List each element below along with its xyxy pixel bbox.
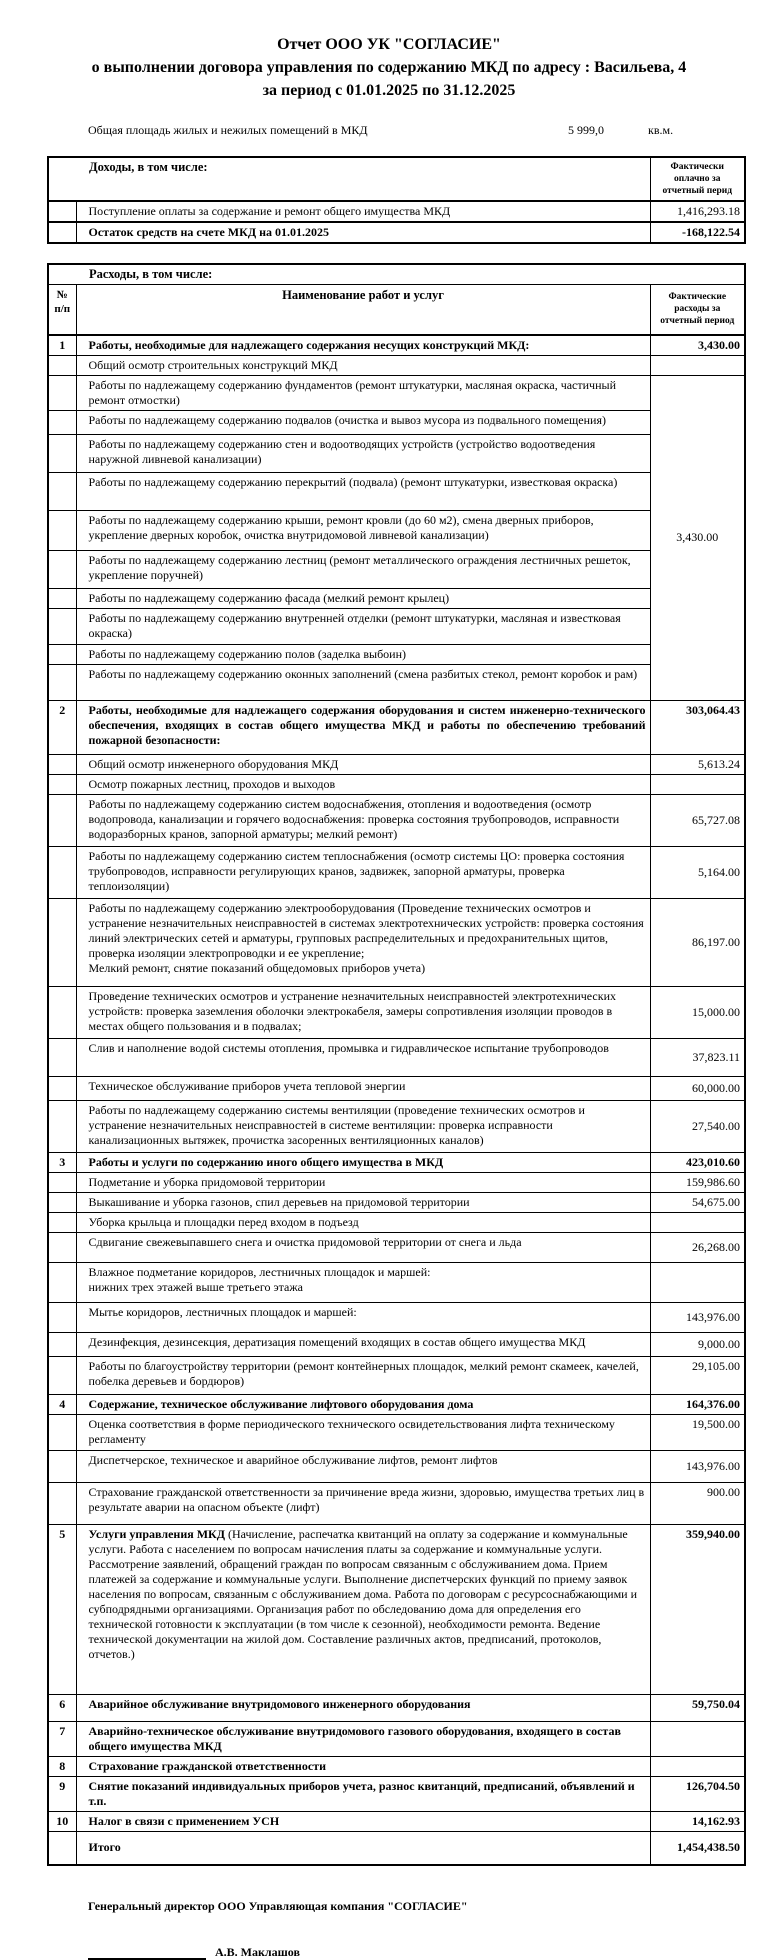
income-row-amount: -168,122.54 (650, 222, 745, 243)
row-number: 8 (48, 1756, 76, 1776)
table-row (48, 1482, 745, 1524)
table-row (48, 1394, 745, 1414)
director-line: Генеральный директор ООО Управляющая компания "СОГЛАСИЕ" (88, 1899, 468, 1913)
row-number (48, 375, 76, 410)
table-row (48, 1776, 745, 1811)
work-name: Страхование гражданской ответственности (76, 1756, 650, 1776)
title-line-2: о выполнении договора управления по содержанию МКД по адресу : Васильева, 4 (91, 59, 687, 76)
work-name: Слив и наполнение водой системы отопления, промывка и гидравлическое испытание трубопроводов (76, 1038, 650, 1076)
amount: 60,000.00 (650, 1076, 745, 1100)
expenses-column-header-row (48, 285, 745, 335)
total-area-value: 5 999,0 (568, 123, 604, 137)
income-row-amount: 1,416,293.18 (650, 201, 745, 222)
table-row (48, 472, 745, 510)
work-name: Общий осмотр инженерного оборудования МКД (76, 754, 650, 774)
income-table-title: Доходы, в том числе: (48, 157, 650, 201)
expenses-title-row (48, 264, 745, 285)
work-name: Осмотр пожарных лестниц, проходов и выходов (76, 774, 650, 794)
row-number (48, 1414, 76, 1450)
table-row (48, 1100, 745, 1152)
row-number (48, 898, 76, 986)
amount: 5,164.00 (650, 846, 745, 898)
table-row (48, 1756, 745, 1776)
amount: 900.00 (650, 1482, 745, 1524)
row-number: 6 (48, 1694, 76, 1721)
work-name: Работы по надлежащему содержанию полов (заделка выбоин) (76, 644, 650, 664)
row-number (48, 1232, 76, 1262)
row-number (48, 1038, 76, 1076)
work-name: Диспетчерское, техническое и аварийное обслуживание лифтов, ремонт лифтов (76, 1450, 650, 1482)
table-row (48, 794, 745, 846)
amount (650, 355, 745, 375)
row-number (48, 201, 76, 222)
work-name: Работы по надлежащему содержанию лестниц (ремонт металлического ограждения лестничных решеток, укрепление поручней) (76, 550, 650, 588)
work-name: Подметание и уборка придомовой территории (76, 1172, 650, 1192)
table-row (48, 1302, 745, 1332)
title-line-3: за период с 01.01.2025 по 31.12.2025 (262, 82, 516, 99)
total-amount: 1,454,438.50 (650, 1831, 745, 1865)
row-number: 2 (48, 700, 76, 754)
amount: 303,064.43 (650, 700, 745, 754)
row-number (48, 1076, 76, 1100)
work-name: Выкашивание и уборка газонов, спил деревьев на придомовой территории (76, 1192, 650, 1212)
amount: 164,376.00 (650, 1394, 745, 1414)
table-row (48, 644, 745, 664)
amount: 3,430.00 (650, 375, 745, 700)
table-row (48, 222, 745, 243)
row-number (48, 986, 76, 1038)
signature-name: А.В. Маклашов (215, 1945, 300, 1959)
income-table (47, 156, 746, 244)
table-row (48, 201, 745, 222)
work-name: Проведение технических осмотров и устранение незначительных неисправностей электротехнических устройств: проверка заземления оболочки электрокабеля, замеры сопротивления изоляции проводов в местах общего пользования и в подвалах; (76, 986, 650, 1038)
row-number (48, 1192, 76, 1212)
table-row (48, 1152, 745, 1172)
table-row (48, 1172, 745, 1192)
row-number: 7 (48, 1721, 76, 1756)
table-row (48, 664, 745, 700)
work-name: Содержание, техническое обслуживание лифтового оборудования дома (76, 1394, 650, 1414)
table-row (48, 700, 745, 754)
amount: 143,976.00 (650, 1302, 745, 1332)
work-name: Работы и услуги по содержанию иного общего имущества в МКД (76, 1152, 650, 1172)
work-name: Уборка крыльца и площадки перед входом в подъезд (76, 1212, 650, 1232)
amount: 423,010.60 (650, 1152, 745, 1172)
row-number (48, 1302, 76, 1332)
work-name: Аварийное обслуживание внутридомового инженерного оборудования (76, 1694, 650, 1721)
table-row (48, 754, 745, 774)
amount: 143,976.00 (650, 1450, 745, 1482)
row-number (48, 550, 76, 588)
row-number: 4 (48, 1394, 76, 1414)
column-header-number: № п/п (48, 285, 76, 335)
table-row (48, 898, 745, 986)
work-name: Работы по благоустройству территории (ремонт контейнерных площадок, мелкий ремонт скамеек, качелей, побелка деревьев и бордюров) (76, 1356, 650, 1394)
amount: 26,268.00 (650, 1232, 745, 1262)
amount: 3,430.00 (650, 335, 745, 356)
amount: 159,986.60 (650, 1172, 745, 1192)
amount: 359,940.00 (650, 1524, 745, 1694)
row-number: 5 (48, 1524, 76, 1694)
work-name: Страхование гражданской ответственности за причинение вреда жизни, здоровью, имущества третьих лиц в результате аварии на опасном объекте (лифт) (76, 1482, 650, 1524)
table-row (48, 986, 745, 1038)
work-name: Работы по надлежащему содержанию систем теплоснабжения (осмотр системы ЦО: проверка состояния трубопроводов, исправности регулирующих кранов, задвижек, запорной арматуры, проверка теплоизоляции) (76, 846, 650, 898)
report-title (0, 0, 778, 102)
expense-table-body (48, 335, 745, 1832)
amount: 9,000.00 (650, 1332, 745, 1356)
row-number (48, 1332, 76, 1356)
table-row (48, 1232, 745, 1262)
amount (650, 1756, 745, 1776)
row-number (48, 794, 76, 846)
row-number (48, 472, 76, 510)
work-name: Аварийно-техническое обслуживание внутридомового газового оборудования, входящего в состав общего имущества МКД (76, 1721, 650, 1756)
work-name: Работы по надлежащему содержанию систем водоснабжения, отопления и водоотведения (осмотр водопровода, канализации и горячего водоснабжения: проверка состояния трубопроводов, исправности водоразборных кранов, запорной арматуры; мелкий ремонт) (76, 794, 650, 846)
row-number (48, 1831, 76, 1865)
row-number: 3 (48, 1152, 76, 1172)
amount (650, 1721, 745, 1756)
table-row (48, 1332, 745, 1356)
work-name: Общий осмотр строительных конструкций МКД (76, 355, 650, 375)
table-row (48, 1192, 745, 1212)
table-row (48, 1038, 745, 1076)
row-number (48, 644, 76, 664)
work-name: Оценка соответствия в форме периодического технического освидетельствования лифта техническому регламенту (76, 1414, 650, 1450)
total-label: Итого (76, 1831, 650, 1865)
row-number (48, 1482, 76, 1524)
amount (650, 774, 745, 794)
work-name: Налог в связи с применением УСН (76, 1811, 650, 1831)
row-number (48, 1172, 76, 1192)
work-name: Дезинфекция, дезинсекция, дератизация помещений входящих в состав общего имущества МКД (76, 1332, 650, 1356)
work-name: Сдвигание свежевыпавшего снега и очистка придомовой территории от снега и льда (76, 1232, 650, 1262)
amount: 19,500.00 (650, 1414, 745, 1450)
table-row (48, 588, 745, 608)
table-row (48, 1694, 745, 1721)
total-area-label: Общая площадь жилых и нежилых помещений в МКД (88, 123, 368, 137)
signature-line (88, 1944, 206, 1960)
amount: 86,197.00 (650, 898, 745, 986)
table-row (48, 1356, 745, 1394)
amount: 5,613.24 (650, 754, 745, 774)
row-number: 10 (48, 1811, 76, 1831)
amount: 54,675.00 (650, 1192, 745, 1212)
expenses-table (47, 263, 746, 1866)
work-name: Мытье коридоров, лестничных площадок и маршей: (76, 1302, 650, 1332)
table-row (48, 1811, 745, 1831)
work-name: Работы по надлежащему содержанию оконных заполнений (смена разбитых стекол, ремонт коробок и рам) (76, 664, 650, 700)
row-number (48, 1356, 76, 1394)
total-row (48, 1831, 745, 1865)
total-area-line (0, 123, 778, 139)
title-line-1: Отчет ООО УК "СОГЛАСИЕ" (277, 36, 501, 53)
row-number (48, 355, 76, 375)
income-header-row (48, 157, 745, 201)
table-row (48, 774, 745, 794)
table-row (48, 375, 745, 410)
row-number (48, 434, 76, 472)
amount (650, 1262, 745, 1302)
table-row (48, 1212, 745, 1232)
work-name: Работы, необходимые для надлежащего содержания оборудования и систем инженерно-технического обеспечения, входящих в состав общего имущества МКД и работы по обеспечению требований пожарной безопасности: (76, 700, 650, 754)
table-row (48, 846, 745, 898)
amount (650, 1212, 745, 1232)
amount: 126,704.50 (650, 1776, 745, 1811)
amount: 37,823.11 (650, 1038, 745, 1076)
table-row (48, 1721, 745, 1756)
row-number (48, 774, 76, 794)
table-row (48, 335, 745, 356)
row-number (48, 846, 76, 898)
row-number (48, 1262, 76, 1302)
row-number (48, 1450, 76, 1482)
column-header-name: Наименование работ и услуг (76, 285, 650, 335)
work-name: Работы по надлежащему содержанию фасада (мелкий ремонт крылец) (76, 588, 650, 608)
income-row-label: Остаток средств на счете МКД на 01.01.2025 (76, 222, 650, 243)
work-name: Снятие показаний индивидуальных приборов учета, разнос квитанций, предписаний, объявлений и т.п. (76, 1776, 650, 1811)
table-row (48, 1524, 745, 1694)
table-row (48, 355, 745, 375)
row-number: 9 (48, 1776, 76, 1811)
column-header-value: Фактические расходы за отчетный период (650, 285, 745, 335)
work-name: Работы по надлежащему содержанию системы вентиляции (проведение технических осмотров и устранение незначительных неисправностей в системе вентиляции: проверка исправности канализационных вытяжек, прочистка засоренных вентиляционных каналов) (76, 1100, 650, 1152)
table-row (48, 608, 745, 644)
table-row (48, 434, 745, 472)
work-name: Работы, необходимые для надлежащего содержания несущих конструкций МКД: (76, 335, 650, 356)
row-number (48, 754, 76, 774)
table-row (48, 410, 745, 434)
row-number (48, 608, 76, 644)
table-row (48, 1450, 745, 1482)
work-name: Услуги управления МКД (Начисление, распечатка квитанций на оплату за содержание и коммунальные услуги. Работа с населением по вопросам начисления платы за содержание и коммунальные услуги. Рассмотрение заявлений, обращений граждан по вопросам связанным с обслуживанием дома. Прием платежей за содержание и коммунальные услуги. Выполнение диспетчерских функций по приему заявок населения по вопросам, связанным с обслуживанием дома. Работа по договорам с ресурсоснабжающими и субподрядными организациями. Организация работ по обследованию дома для определения его технической готовности к эксплуатации (в том числе к сезонной), необходимости ремонта. Ведение технической документации на жилой дом. Составление различных актов, предписаний, протоколов, отчетов.) (76, 1524, 650, 1694)
work-name: Работы по надлежащему содержанию стен и водоотводящих устройств (устройство водоотведения наружной ливневой канализации) (76, 434, 650, 472)
row-number: 1 (48, 335, 76, 356)
work-name: Работы по надлежащему содержанию внутренней отделки (ремонт штукатурки, масляная и известковая окраска) (76, 608, 650, 644)
row-number (48, 664, 76, 700)
income-row-label: Поступление оплаты за содержание и ремонт общего имущества МКД (76, 201, 650, 222)
total-area-unit: кв.м. (648, 123, 674, 137)
row-number (48, 222, 76, 243)
work-name: Работы по надлежащему содержанию электрооборудования (Проведение технических осмотров и устранение незначительных неисправностей в системах электротехнических устройств: проверка состояния линий электрических сетей и арматуры, групповых распределительных и предохранительных щитов, проверка изоляции электропроводки и ее укрепление; Мелкий ремонт, снятие показаний общедомовых приборов учета) (76, 898, 650, 986)
table-row (48, 550, 745, 588)
amount: 29,105.00 (650, 1356, 745, 1394)
table-row (48, 1414, 745, 1450)
amount: 27,540.00 (650, 1100, 745, 1152)
work-name: Работы по надлежащему содержанию подвалов (очистка и вывоз мусора из подвального помещения) (76, 410, 650, 434)
expenses-table-title: Расходы, в том числе: (48, 264, 745, 285)
amount: 14,162.93 (650, 1811, 745, 1831)
work-name: Работы по надлежащему содержанию крыши, ремонт кровли (до 60 м2), смена дверных приборов, укрепление дверных коробок, очистка внутридомовой ливневой канализации) (76, 510, 650, 550)
income-value-column-header: Фактически оплачно за отчетный перид (650, 157, 745, 201)
table-row (48, 1076, 745, 1100)
row-number (48, 588, 76, 608)
work-name: Работы по надлежащему содержанию перекрытий (подвала) (ремонт штукатурки, известковая окраска) (76, 472, 650, 510)
row-number (48, 1212, 76, 1232)
work-name: Работы по надлежащему содержанию фундаментов (ремонт штукатурки, масляная окраска, частичный ремонт отмостки) (76, 375, 650, 410)
row-number (48, 410, 76, 434)
work-name: Влажное подметание коридоров, лестничных площадок и маршей: нижних трех этажей выше третьего этажа (76, 1262, 650, 1302)
table-row (48, 1262, 745, 1302)
amount: 15,000.00 (650, 986, 745, 1038)
signature-block (88, 1944, 778, 1960)
row-number (48, 510, 76, 550)
table-row (48, 510, 745, 550)
amount: 65,727.08 (650, 794, 745, 846)
row-number (48, 1100, 76, 1152)
work-name: Техническое обслуживание приборов учета тепловой энергии (76, 1076, 650, 1100)
amount: 59,750.04 (650, 1694, 745, 1721)
